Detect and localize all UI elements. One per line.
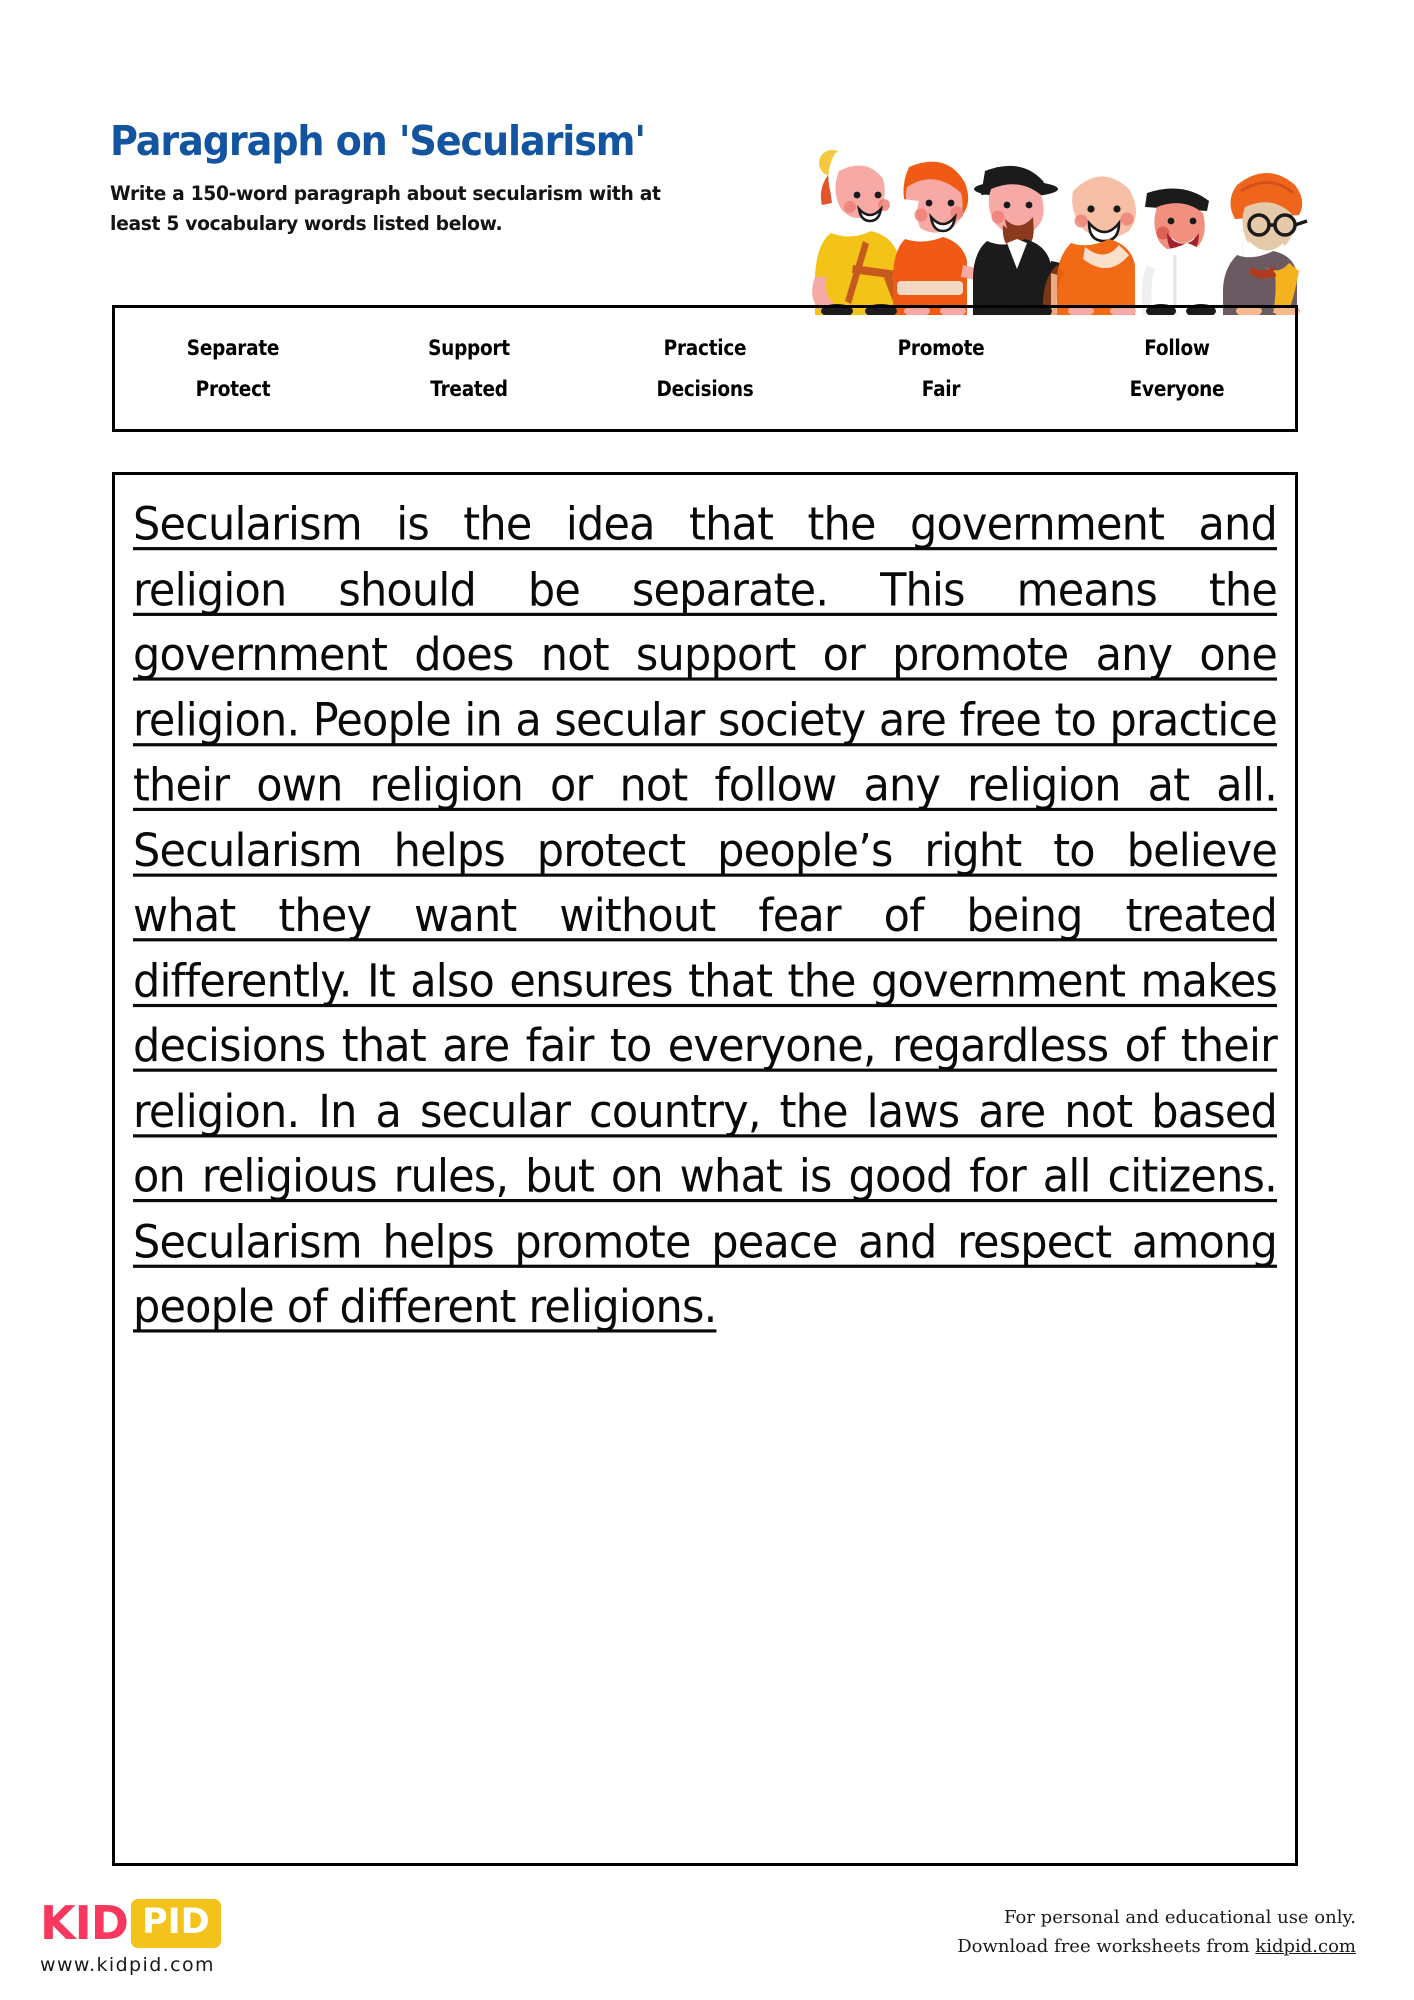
footer-note-line-2: [957, 1933, 1356, 1962]
paragraph-answer-box[interactable]: [112, 472, 1298, 1866]
vocabulary-word-bank: [112, 305, 1298, 432]
vocabulary-word: Decisions: [656, 377, 754, 401]
footer-usage-note: [957, 1904, 1356, 1962]
vocabulary-word: Fair: [921, 377, 961, 401]
logo-wordmark: [40, 1896, 300, 1950]
header-text-block: [110, 117, 750, 239]
kidpid-link[interactable]: kidpid.com: [1255, 1935, 1356, 1957]
vocabulary-word: Everyone: [1129, 377, 1225, 401]
vocabulary-word: Protect: [195, 377, 271, 401]
vocabulary-word: Separate: [186, 336, 280, 360]
vocabulary-word: Practice: [663, 336, 747, 360]
figure-man-white-keffiyeh: [1135, 171, 1219, 315]
figure-elder-yellow: [812, 150, 901, 315]
figure-monk-orange: [1043, 176, 1136, 315]
logo-website-url: www.kidpid.com: [40, 1954, 215, 1976]
logo-kid-text: KID: [40, 1896, 128, 1950]
footer-note-prefix: Download free worksheets from: [957, 1935, 1256, 1957]
vocabulary-word: Promote: [897, 336, 985, 360]
vocabulary-row-1: [115, 336, 1295, 360]
kidpid-logo: [40, 1896, 300, 1976]
logo-pid-badge: PID: [131, 1899, 221, 1948]
worksheet-header: [110, 117, 1310, 315]
vocabulary-row-2: [115, 377, 1295, 401]
page-title: Paragraph on 'Secularism': [110, 117, 645, 165]
paragraph-answer-text: Secularism is the idea that the government and religion should be separate. This means the government does not support or promote any one religion. People in a secular society are free to practice their own religion or not follow any religion at all. Secularism helps protect people’s right to believe what they want without fear of being treated differently. It also ensures that the government makes decisions that are fair to everyone, regardless of their religion. In a secular country, the laws are not based on religious rules, but on what is good for all citizens. Secularism helps promote peace and respect among people of different religions.: [133, 498, 1277, 1334]
vocabulary-word: Treated: [430, 377, 508, 401]
worksheet-instructions: Write a 150-word paragraph about secularism with at least 5 vocabulary words listed below.: [110, 182, 661, 236]
vocabulary-word: Follow: [1144, 336, 1210, 360]
vocabulary-word: Support: [428, 336, 510, 360]
people-of-different-religions-illustration: [685, 115, 1325, 315]
figure-sikh-turban: [1223, 173, 1307, 315]
footer-note-line-1: For personal and educational use only.: [1004, 1907, 1356, 1928]
